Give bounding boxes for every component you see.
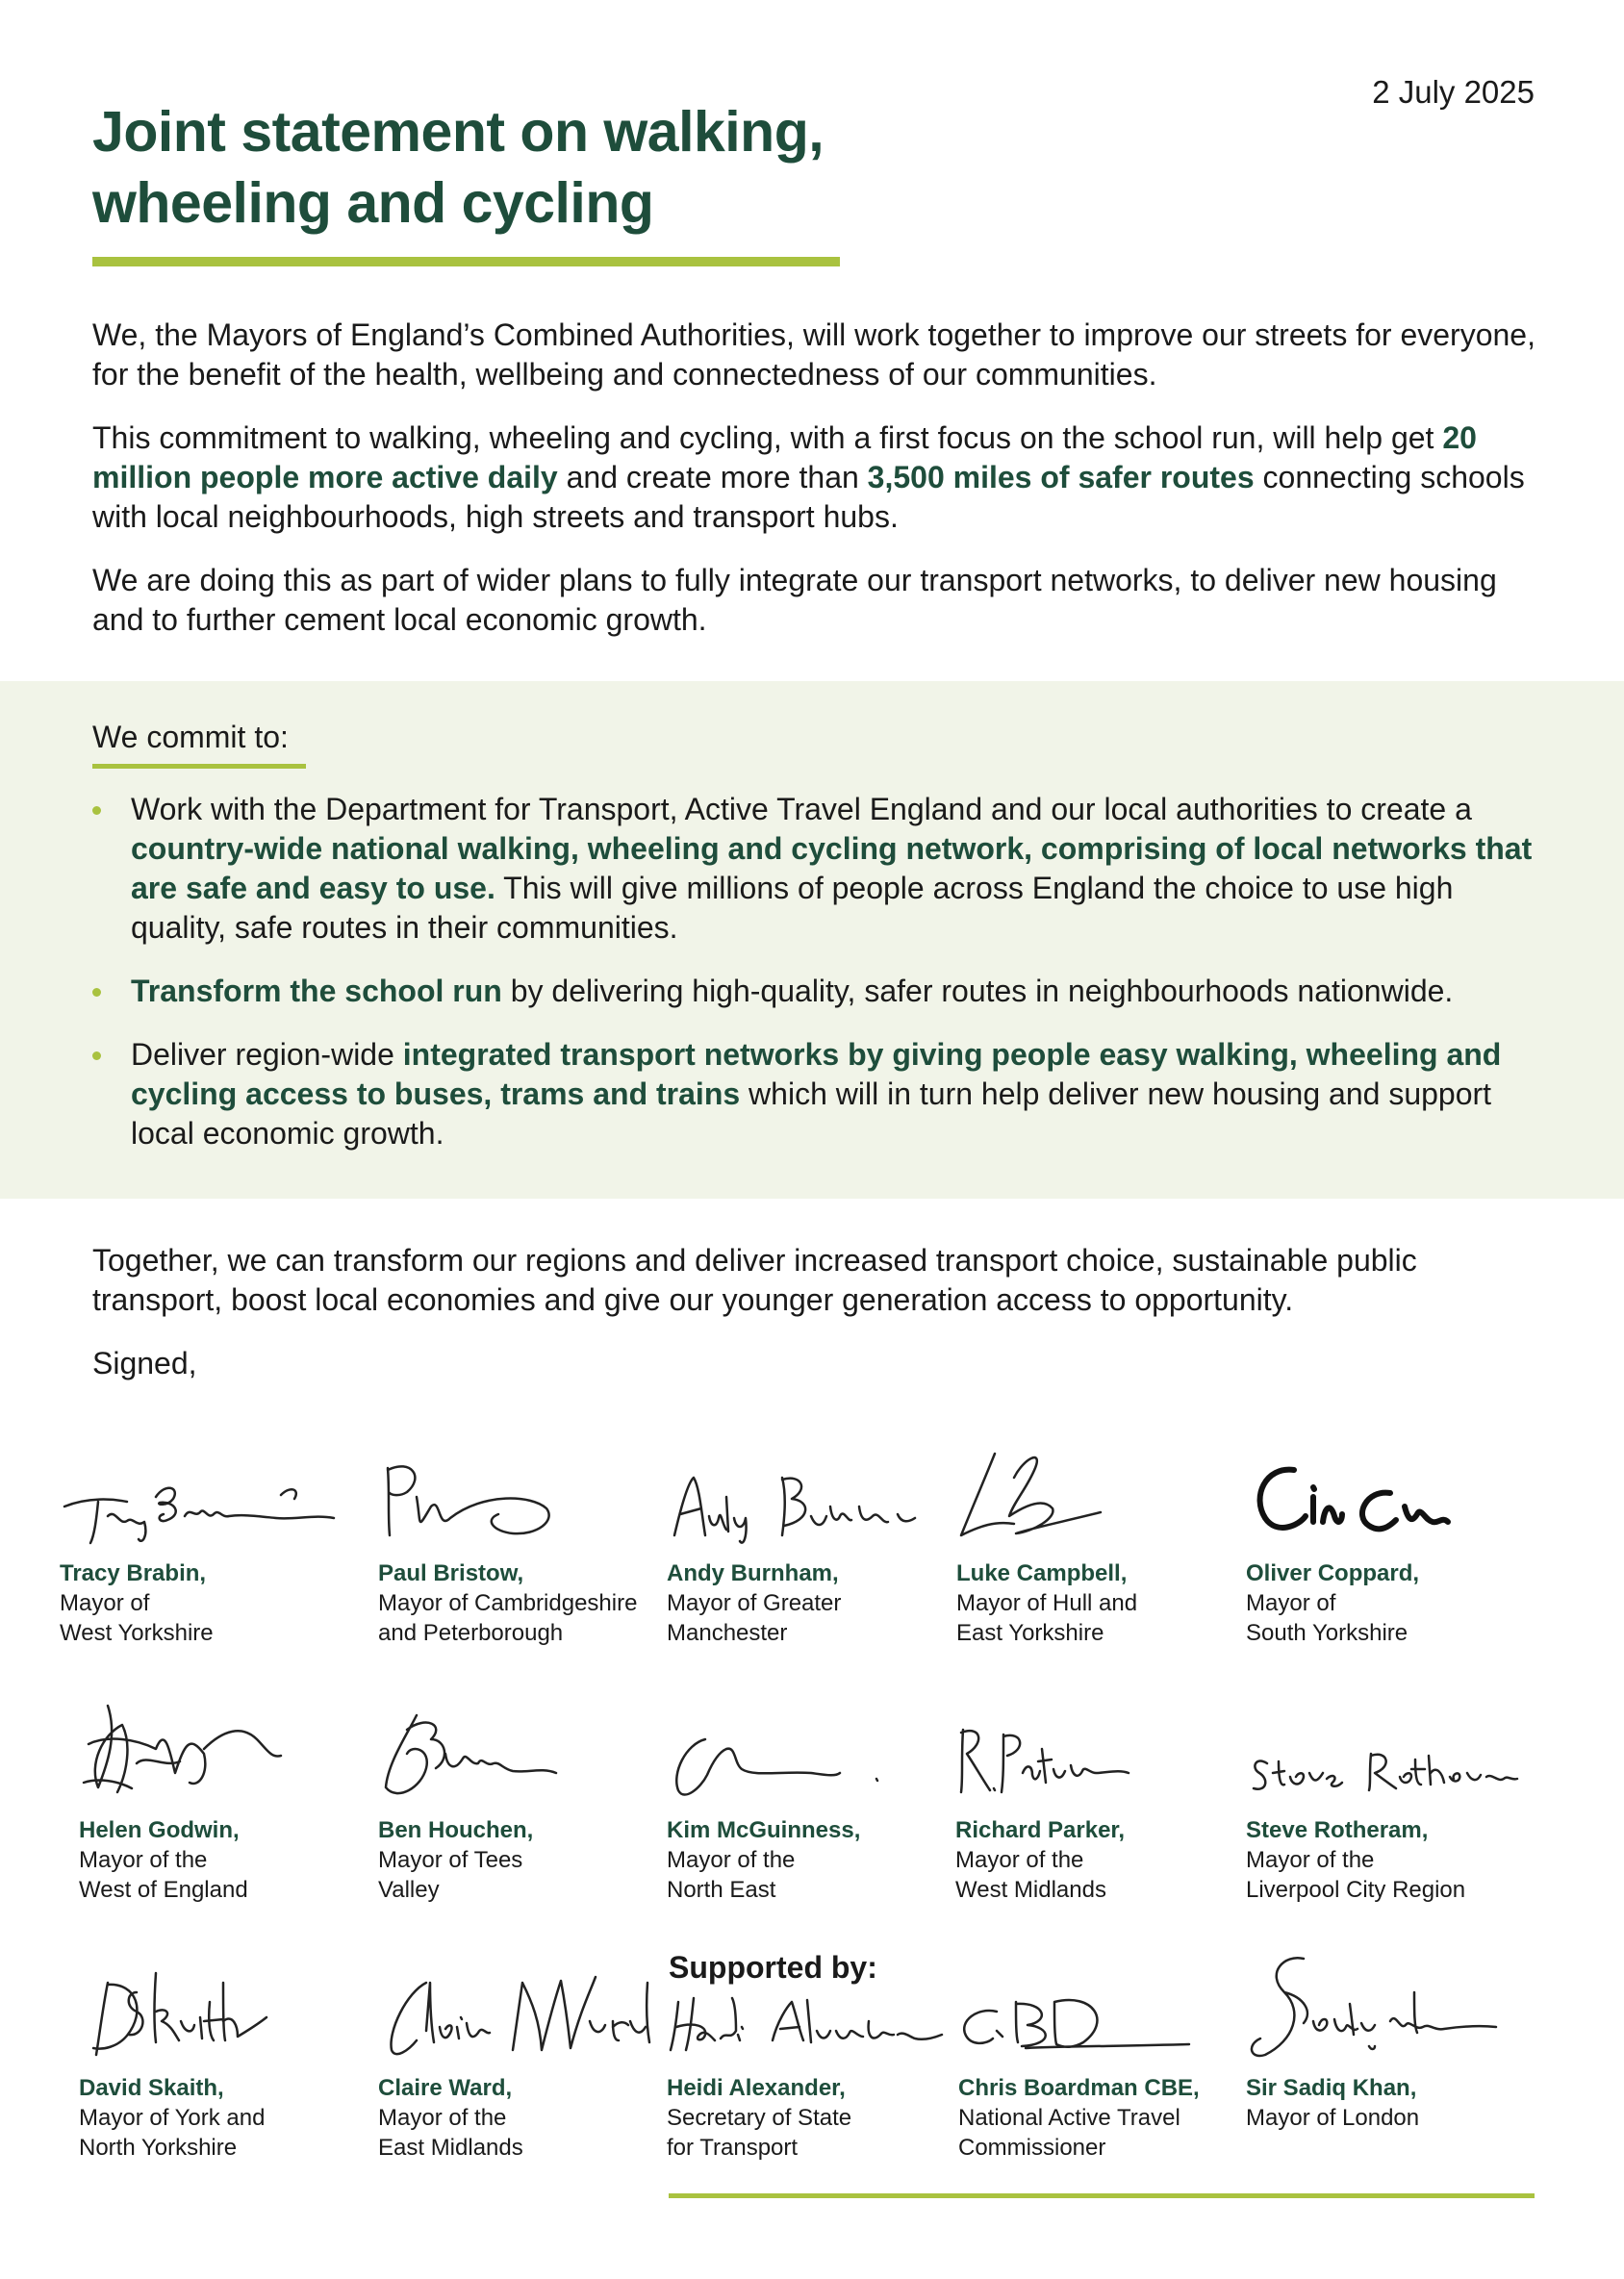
signatory-oliver-coppard — [1246, 1439, 1535, 1648]
signature-image — [1246, 1954, 1525, 2069]
commitments-list — [92, 790, 1555, 1177]
signature-image — [79, 1696, 358, 1811]
bullet-icon — [92, 806, 101, 815]
signatory-chris-boardman — [958, 1954, 1247, 2163]
commitment-item — [92, 1035, 1555, 1153]
signatory-role: Mayor of Hull and East Yorkshire — [956, 1590, 1138, 1646]
signature-image — [956, 1439, 1235, 1555]
commitment-1-highlight: country-wide national walking, wheeling and cycling network, comprising of local networks that are safe and easy to use. — [131, 831, 1533, 905]
signature-image — [79, 1954, 358, 2069]
signatory-role: Mayor of South Yorkshire — [1246, 1590, 1408, 1646]
signatory-role: Mayor of Greater Manchester — [667, 1590, 842, 1646]
bullet-icon — [92, 1051, 101, 1060]
signature-image — [378, 1439, 657, 1555]
intro-p2-text-a: This commitment to walking, wheeling and cycling, with a first focus on the school run, will help get — [92, 420, 1443, 455]
document-date: 2 July 2025 — [1372, 74, 1535, 110]
signature-image — [60, 1439, 339, 1555]
signatory-name: Kim McGuinness, — [667, 1817, 861, 1843]
signatory-role: Secretary of State for Transport — [667, 2105, 852, 2161]
commitment-item — [92, 790, 1555, 948]
title-underline — [92, 257, 840, 266]
signatory-ben-houchen — [378, 1696, 667, 1905]
bullet-icon — [92, 988, 101, 997]
intro-paragraph-1: We, the Mayors of England’s Combined Authorities, will work together to improve our streets for everyone, for the benefit of the health, wellbeing and connectedness of our communities. — [92, 317, 1535, 392]
signatory-role: Mayor of the North East — [667, 1847, 796, 1903]
signatory-role: Mayor of London — [1246, 2105, 1420, 2131]
commitment-3-text-b: which will in turn help deliver new housing and support local economic growth. — [131, 1076, 1492, 1151]
commitment-2-text: by delivering high-quality, safer routes in neighbourhoods nationwide. — [501, 974, 1454, 1008]
signatory-name: Heidi Alexander, — [667, 2075, 846, 2101]
commitment-1-text-a: Work with the Department for Transport, Active Travel England and our local authorities to create a — [131, 792, 1472, 826]
signatory-sadiq-khan — [1246, 1954, 1535, 2133]
signature-image — [667, 1439, 946, 1555]
signatory-role: Mayor of the East Midlands — [378, 2105, 523, 2161]
intro-p2-text-b: and create more than — [557, 460, 868, 494]
signatory-role: Mayor of the West Midlands — [955, 1847, 1106, 1903]
commitment-2-highlight: Transform the school run — [131, 974, 502, 1008]
signatory-name: Paul Bristow, — [378, 1560, 524, 1586]
signatory-richard-parker — [955, 1696, 1244, 1905]
signatory-role: Mayor of the Liverpool City Region — [1246, 1847, 1466, 1903]
intro-section — [92, 316, 1535, 664]
closing-paragraph: Together, we can transform our regions and deliver increased transport choice, sustainable public transport, boost local economies and give our younger generation access to opportunity. — [92, 1243, 1417, 1317]
signatory-name: Claire Ward, — [378, 2075, 513, 2101]
signature-image — [1246, 1696, 1525, 1811]
signatory-andy-burnham — [667, 1439, 955, 1648]
intro-p2-highlight-active: 20 million people more active daily — [92, 420, 1477, 494]
signatory-name: Richard Parker, — [955, 1817, 1126, 1843]
signature-image — [955, 1696, 1234, 1811]
signatory-role: Mayor of Cambridgeshire and Peterborough — [378, 1590, 638, 1646]
signatory-luke-campbell — [956, 1439, 1245, 1648]
commitment-3-text-a: Deliver region-wide — [131, 1037, 403, 1072]
signatory-steve-rotheram — [1246, 1696, 1535, 1905]
signature-image — [958, 1954, 1237, 2069]
signature-image — [667, 1696, 946, 1811]
signatory-name: Luke Campbell, — [956, 1560, 1128, 1586]
signature-image — [378, 1954, 657, 2069]
signatory-role: Mayor of York and North Yorkshire — [79, 2105, 266, 2161]
supported-by-heading: Supported by: — [669, 1950, 877, 1985]
signatory-name: Sir Sadiq Khan, — [1246, 2075, 1417, 2101]
signatory-name: Chris Boardman CBE, — [958, 2075, 1200, 2101]
signature-image — [1246, 1439, 1525, 1555]
signature-image — [378, 1696, 657, 1811]
signatory-name: Helen Godwin, — [79, 1817, 240, 1843]
signatory-role: National Active Travel Commissioner — [958, 2105, 1180, 2161]
signatory-name: Andy Burnham, — [667, 1560, 839, 1586]
commitment-1-text-b: This will give millions of people across England the choice to use high quality, safe routes in their communities. — [131, 871, 1454, 945]
intro-p2-text-c: connecting schools with local neighbourhoods, high streets and transport hubs. — [92, 460, 1525, 534]
intro-p2-highlight-routes: 3,500 miles of safer routes — [867, 460, 1255, 494]
signatory-name: Oliver Coppard, — [1246, 1560, 1420, 1586]
signatory-kim-mcguinness — [667, 1696, 955, 1905]
commitments-heading-underline — [92, 764, 306, 769]
signatory-claire-ward — [378, 1954, 667, 2163]
signatory-name: Ben Houchen, — [378, 1817, 534, 1843]
signatory-role: Mayor of Tees Valley — [378, 1847, 523, 1903]
intro-paragraph-3: We are doing this as part of wider plans to fully integrate our transport networks, to deliver new housing and to further cement local economic growth. — [92, 563, 1497, 637]
bottom-accent-bar — [669, 2193, 1535, 2198]
signatory-helen-godwin — [79, 1696, 368, 1905]
signatory-role: Mayor of the West of England — [79, 1847, 248, 1903]
signatory-david-skaith — [79, 1954, 368, 2163]
signatory-role: Mayor of West Yorkshire — [60, 1590, 214, 1646]
signatory-name: Tracy Brabin, — [60, 1560, 207, 1586]
signatory-heidi-alexander — [667, 1954, 955, 2163]
signatory-paul-bristow — [378, 1439, 667, 1648]
page-title: Joint statement on walking, wheeling and cycling — [92, 100, 825, 235]
signature-image — [667, 1954, 946, 2069]
signatory-name: David Skaith, — [79, 2075, 224, 2101]
signed-label: Signed, — [92, 1346, 197, 1380]
commitments-heading: We commit to: — [92, 720, 289, 754]
commitment-item — [92, 972, 1555, 1011]
commitment-3-highlight: integrated transport networks by giving people easy walking, wheeling and cycling access to buses, trams and trains — [131, 1037, 1502, 1111]
signatory-tracy-brabin — [60, 1439, 348, 1648]
signatory-name: Steve Rotheram, — [1246, 1817, 1429, 1843]
intro-paragraph-2 — [92, 418, 1535, 537]
